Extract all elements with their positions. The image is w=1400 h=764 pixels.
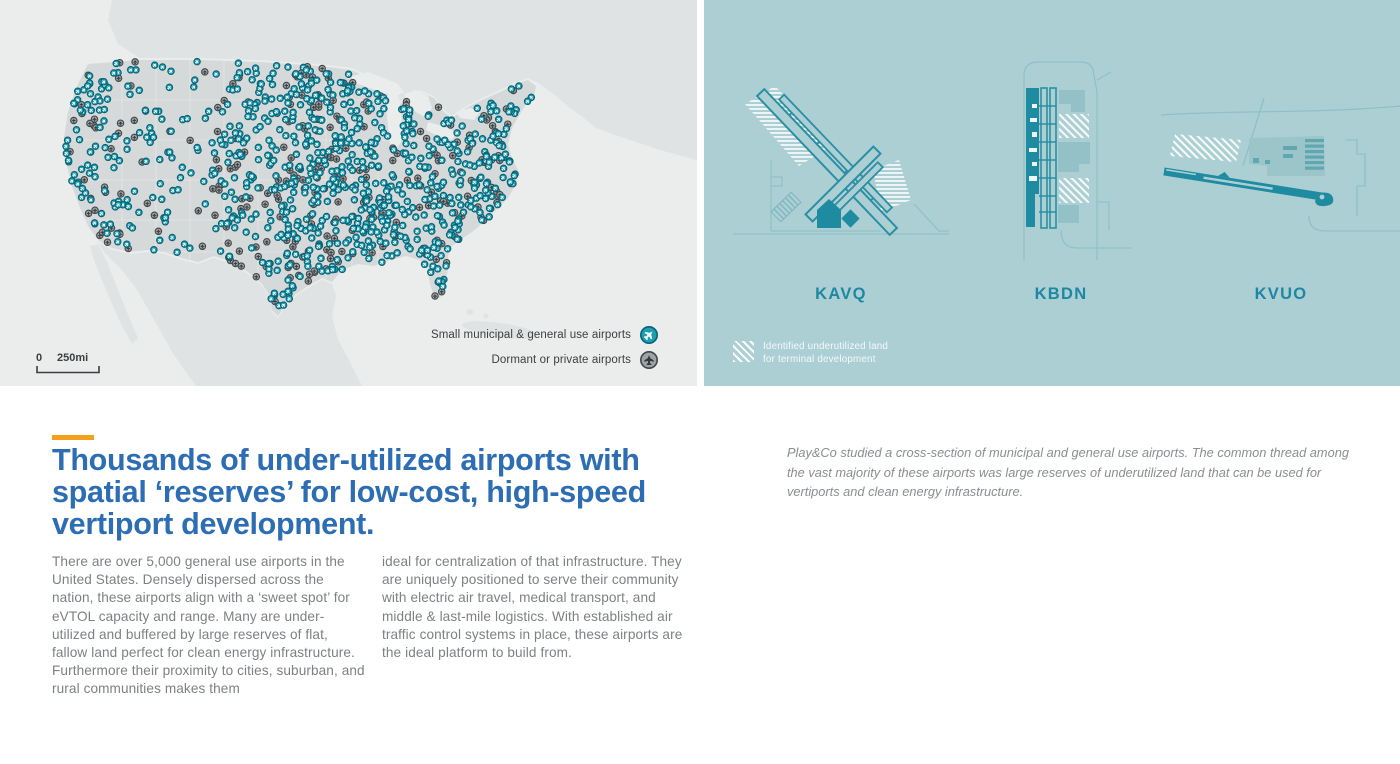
figure-caption: Play&Co studied a cross-section of municipal and general use airports. The common thread among the vast majority of these airports was large reserves of underutilized land that can be used for vertiports and clean energy infrastructure.: [787, 445, 1349, 499]
ramp-stripes: [771, 192, 801, 222]
kvuo-airport-diagram: [1161, 98, 1400, 238]
legend-label: Small municipal & general use airports: [430, 329, 631, 341]
legend-row-small-municipal: [431, 325, 659, 345]
airport-code-kvuo: KVUO: [1254, 285, 1308, 303]
underutilized-land-hatch: [1059, 178, 1089, 203]
hangar-complex: [1249, 136, 1325, 176]
figure-kvuo: [1161, 98, 1400, 303]
figure-kavq: [731, 52, 951, 303]
legend-row-dormant: [431, 350, 659, 370]
apron-strip: [1026, 194, 1035, 227]
airport-buildings: [1058, 90, 1090, 223]
kavq-airport-diagram: [731, 52, 951, 257]
scale-end-label: 250mi: [57, 352, 89, 364]
scale-bracket: [36, 365, 102, 374]
legend-label: Dormant or private airports: [491, 354, 631, 366]
page-title: Thousands of under-utilized airports with spatial ‘reserves’ for low-cost, high-speed vertiport development.: [52, 443, 646, 541]
map-legend: [431, 325, 659, 370]
accent-bar: [52, 435, 94, 440]
body-text-column-1: There are over 5,000 general use airports in the United States. Densely dispersed across the nation, these airports align with a ‘sweet spot’ for eVTOL capacity and range. Many are under-utilized and buffered by large reserves of flat, fallow land perfect for clean energy infrastructure. Furthermore their proximity to cities, suburban, and rural communities makes them: [52, 554, 365, 697]
runway-taxiway: [1041, 88, 1056, 228]
diagram-legend-text: Identified underutilized land for terminal development: [763, 341, 889, 365]
figure-kbdn: [991, 52, 1131, 303]
airport-code-kbdn: KBDN: [1034, 285, 1088, 303]
plane-icon-gray: [639, 350, 659, 370]
body-text-column-2: ideal for centralization of that infrastructure. They are uniquely positioned to serve their community with electric air travel, medical transport, and middle & last-mile logistics. With established air traffic control systems in place, these airports are the ideal platform to build from.: [382, 554, 683, 661]
map-scale-bar: [36, 352, 106, 374]
hatch-swatch-icon: [733, 341, 754, 362]
underutilized-land-hatch: [1059, 114, 1089, 138]
text-section: [0, 386, 1400, 764]
us-airport-map-panel: [0, 0, 697, 386]
underutilized-land-hatch: [1170, 134, 1241, 162]
airport-diagrams-panel: [704, 0, 1400, 386]
plane-icon-teal: [639, 325, 659, 345]
scale-start-label: 0: [36, 352, 43, 364]
kbdn-airport-diagram: [991, 52, 1131, 264]
diagram-legend: [733, 341, 888, 366]
airport-code-kavq: KAVQ: [815, 285, 867, 303]
